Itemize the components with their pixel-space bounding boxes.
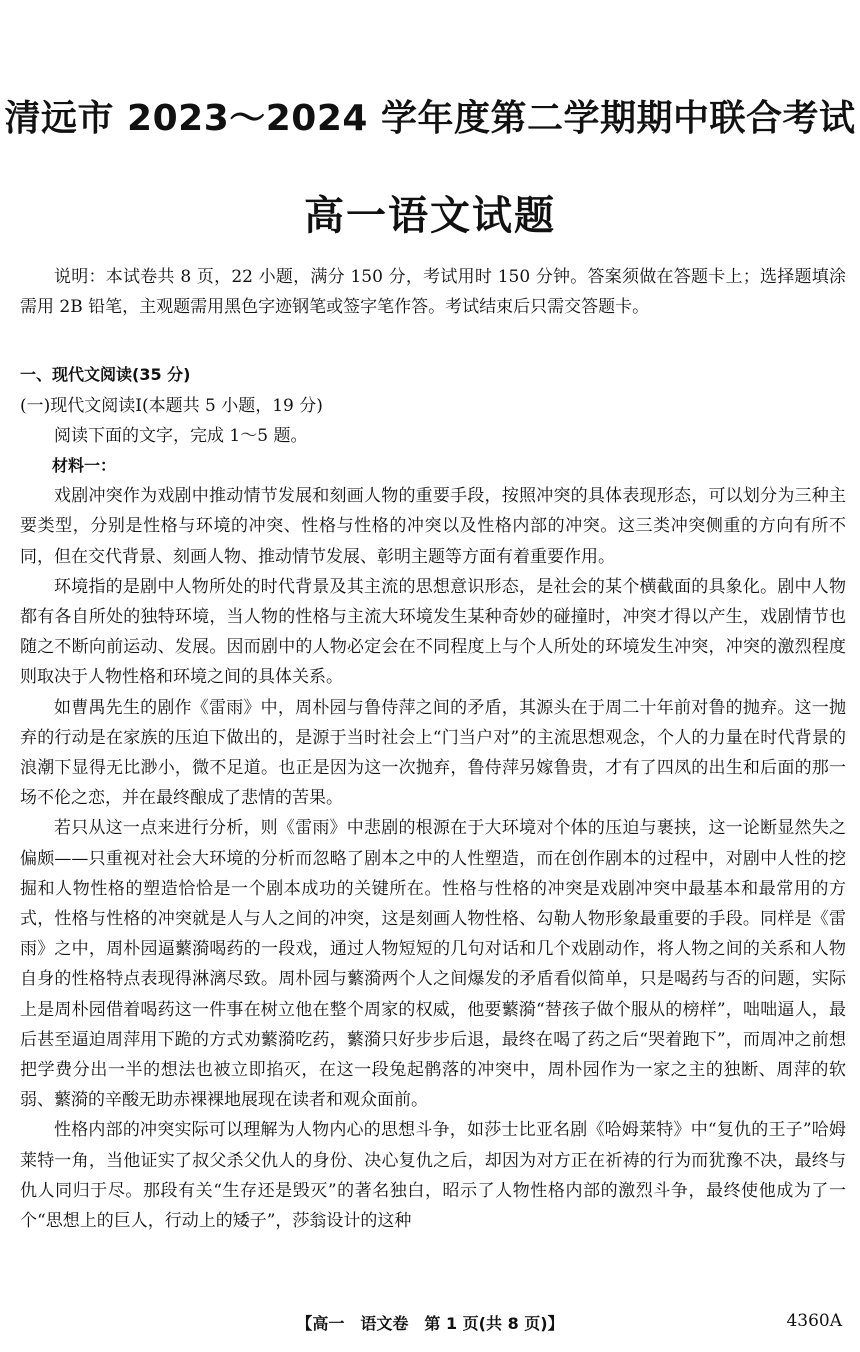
material-label: 材料一： [52, 456, 117, 476]
exam-subtitle: 高一语文试题 [304, 193, 556, 239]
footer-page-info: 【高一 语文卷 第 1 页(共 8 页)】 [296, 1314, 564, 1333]
paragraph: 如曹禺先生的剧作《雷雨》中，周朴园与鲁侍萍之间的矛盾，其源头在于周二十年前对鲁的抛弃。这一抛弃的行动是在家族的压迫下做出的，是源于当时社会上“门当户对”的主流思想观念，个人的力量在时代背景的浪潮下显得无比渺小，微不足道。也正是因为这一次抛弃，鲁侍萍另嫁鲁贵，才有了四凤的出生和后面的那一场不伦之恋，并在最终酿成了悲情的苦果。 [20, 697, 846, 809]
paragraph: 戏剧冲突作为戏剧中推动情节发展和刻画人物的重要手段，按照冲突的具体表现形态，可以划分为三种主要类型，分别是性格与环境的冲突、性格与性格的冲突以及性格内部的冲突。这三类冲突侧重的方向有所不同，但在交代背景、刻画人物、推动情节发展、彰明主题等方面有着重要作用。 [20, 486, 846, 567]
section-subheading: (一)现代文阅读Ⅰ(本题共 5 小题，19 分) [20, 395, 323, 416]
section-heading: 一、现代文阅读(35 分) [20, 365, 191, 385]
paragraph: 若只从这一点来进行分析，则《雷雨》中悲剧的根源在于大环境对个体的压迫与裹挟，这一论断显然失之偏颇——只重视对社会大环境的分析而忽略了剧本之中的人性塑造，而在创作剧本的过程中，对剧中人性的挖掘和人物性格的塑造恰恰是一个剧本成功的关键所在。性格与性格的冲突是戏剧冲突中最基本和最常用的方式，性格与性格的冲突就是人与人之间的冲突，这是刻画人物性格、勾勒人物形象最重要的手段。同样是《雷雨》之中，周朴园逼蘩漪喝药的一段戏，通过人物短短的几句对话和几个戏剧动作，将人物之间的关系和人物自身的性格特点表现得淋漓尽致。周朴园与蘩漪两个人之间爆发的矛盾看似简单，只是喝药与否的问题，实际上是周朴园借着喝药这一件事在树立他在整个周家的权威，他要蘩漪“替孩子做个服从的榜样”，咄咄逼人，最后甚至逼迫周萍用下跪的方式劝蘩漪吃药，蘩漪只好步步后退，最终在喝了药之后“哭着跑下”，而周冲之前想把学费分出一半的想法也被立即掐灭，在这一段兔起鹘落的冲突中，周朴园作为一家之主的独断、周萍的软弱、蘩漪的辛酸无助赤裸裸地展现在读者和观众面前。 [20, 818, 846, 1111]
paragraph: 性格内部的冲突实际可以理解为人物内心的思想斗争，如莎士比亚名剧《哈姆莱特》中“复仇的王子”哈姆莱特一角，当他证实了叔父杀父仇人的身份、决心复仇之后，却因为对方正在祈祷的行为而犹豫不决，最终与仇人同归于尽。那段有关“生存还是毁灭”的著名独白，昭示了人物性格内部的激烈斗争，最终使他成为了一个“思想上的巨人，行动上的矮子”，莎翁设计的这种 [20, 1120, 846, 1232]
exam-title: 清远市 2023～2024 学年度第二学期期中联合考试 [4, 98, 856, 139]
paragraph: 环境指的是剧中人物所处的时代背景及其主流的思想意识形态，是社会的某个横截面的具象化。剧中人物都有各自所处的独特环境，当人物的性格与主流大环境发生某种奇妙的碰撞时，冲突才得以产生，戏剧情节也随之不断向前运动、发展。因而剧中的人物必定会在不同程度上与个人所处的环境发生冲突，冲突的激烈程度则取决于人物性格和环境之间的具体关系。 [20, 576, 846, 688]
exam-body [20, 262, 846, 1236]
reading-prompt: 阅读下面的文字，完成 1～5 题。 [54, 425, 308, 446]
footer-code: 4360A [786, 1311, 842, 1331]
instructions: 说明：本试卷共 8 页，22 小题，满分 150 分，考试用时 150 分钟。答案须做在答题卡上；选择题填涂需用 2B 铅笔，主观题需用黑色字迹钢笔或签字笔作答。考试结束后只需交答题卡。 [20, 267, 846, 318]
